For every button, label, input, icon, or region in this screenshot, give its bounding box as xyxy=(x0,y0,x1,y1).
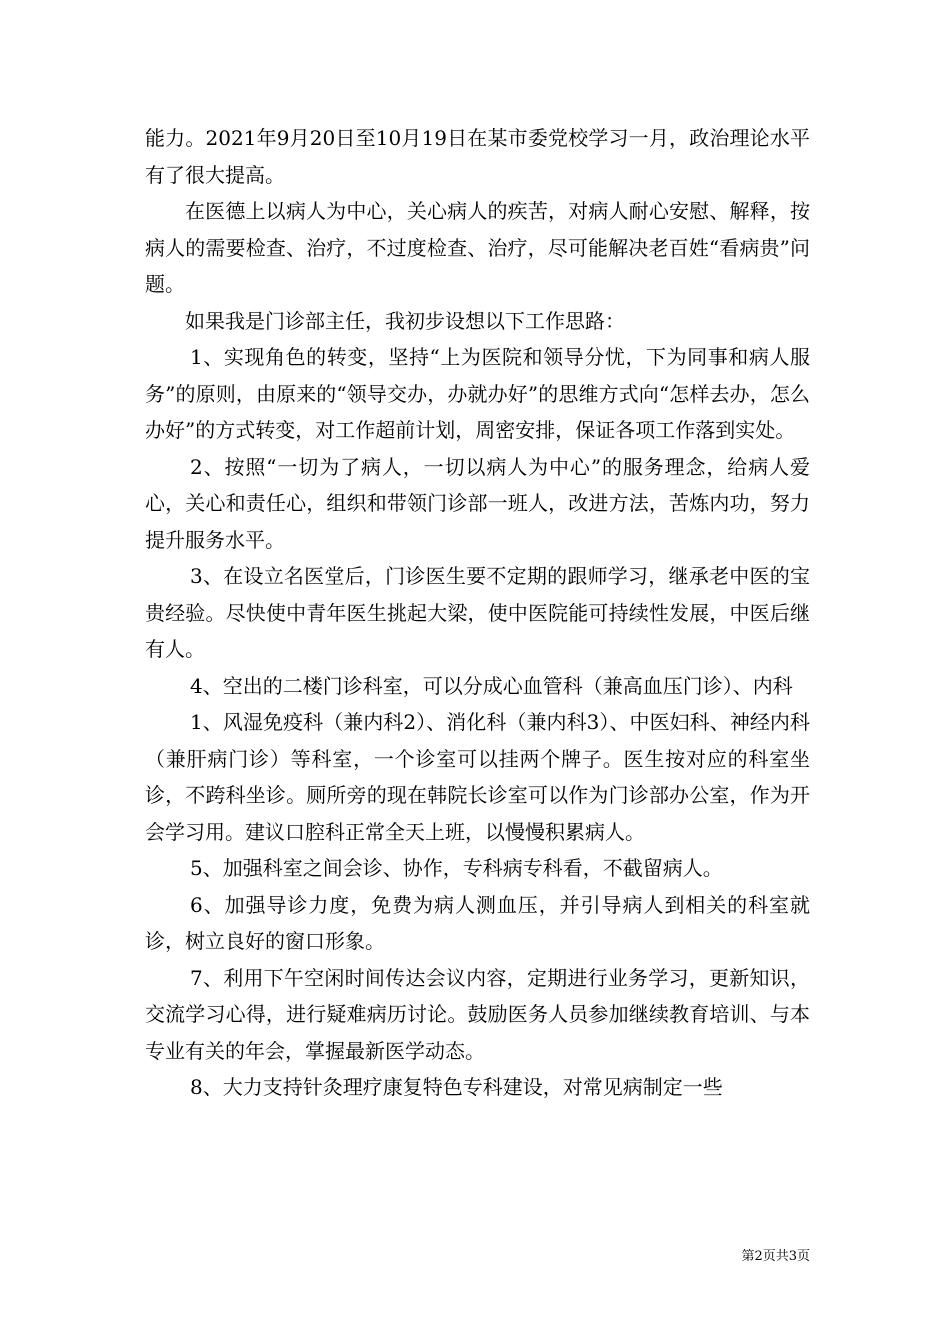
paragraph-work-ideas-intro: 如果我是门诊部主任，我初步设想以下工作思路： xyxy=(185,308,625,333)
paragraph-item-2-service: 2、按照“一切为了病人，一切以病人为中心”的服务理念，给病人爱心，关心和责任心，组织和带领门诊部一班人，改进方法，苦炼内功，努力提升服务水平。 xyxy=(145,454,810,552)
page-number: 第2页共3页 xyxy=(741,1249,810,1264)
paragraph-item-4-departments: 4、空出的二楼门诊科室，可以分成心血管科（兼高血压门诊）、内科 xyxy=(190,673,793,698)
paragraph-item-3-mentorship: 3、在设立名医堂后，门诊医生要不定期的跟师学习，继承老中医的宝贵经验。尽快使中青年医生挑起大梁，使中医院能可持续性发展，中医后继有人。 xyxy=(145,564,810,661)
document-body xyxy=(145,120,810,1106)
paragraph-continuation: 能力。2021年9月20日至10月19日在某市委党校学习一月，政治理论水平有了很大提高。 xyxy=(145,126,810,187)
paragraph-item-1-clinics: 1、风湿免疫科（兼内科2）、消化科（兼内科3）、中医妇科、神经内科（兼肝病门诊）等科室，一个诊室可以挂两个牌子。医生按对应的科室坐诊，不跨科坐诊。厕所旁的现在韩院长诊室可以作为门诊部办公室，作为开会学习用。建议口腔科正常全天上班，以慢慢积累病人。 xyxy=(145,710,810,844)
paragraph-medical-ethics: 在医德上以病人为中心，关心病人的疾苦，对病人耐心安慰、解释，按病人的需要检查、治疗，不过度检查、治疗，尽可能解决老百姓“看病贵”问题。 xyxy=(145,199,810,296)
paragraph-item-7-training: 7、利用下午空闲时间传达会议内容，定期进行业务学习，更新知识，交流学习心得，进行疑难病历讨论。鼓励医务人员参加继续教育培训、与本专业有关的年会，掌握最新医学动态。 xyxy=(145,965,810,1063)
paragraph-item-5-consultation: 5、加强科室之间会诊、协作，专科病专科看，不截留病人。 xyxy=(190,856,723,880)
paragraph-item-1-role-change: 1、实现角色的转变，坚持“上为医院和领导分忧，下为同事和病人服务”的原则，由原来的“领导交办，办就办好”的思维方式向“怎样去办，怎么办好”的方式转变，对工作超前计划，周密安排，保证各项工作落到实处。 xyxy=(145,345,810,442)
paragraph-item-6-guidance: 6、加强导诊力度，免费为病人测血压，并引导病人到相关的科室就诊，树立良好的窗口形象。 xyxy=(145,892,810,953)
paragraph-item-8-acupuncture: 8、大力支持针灸理疗康复特色专科建设，对常见病制定一些 xyxy=(190,1075,723,1099)
